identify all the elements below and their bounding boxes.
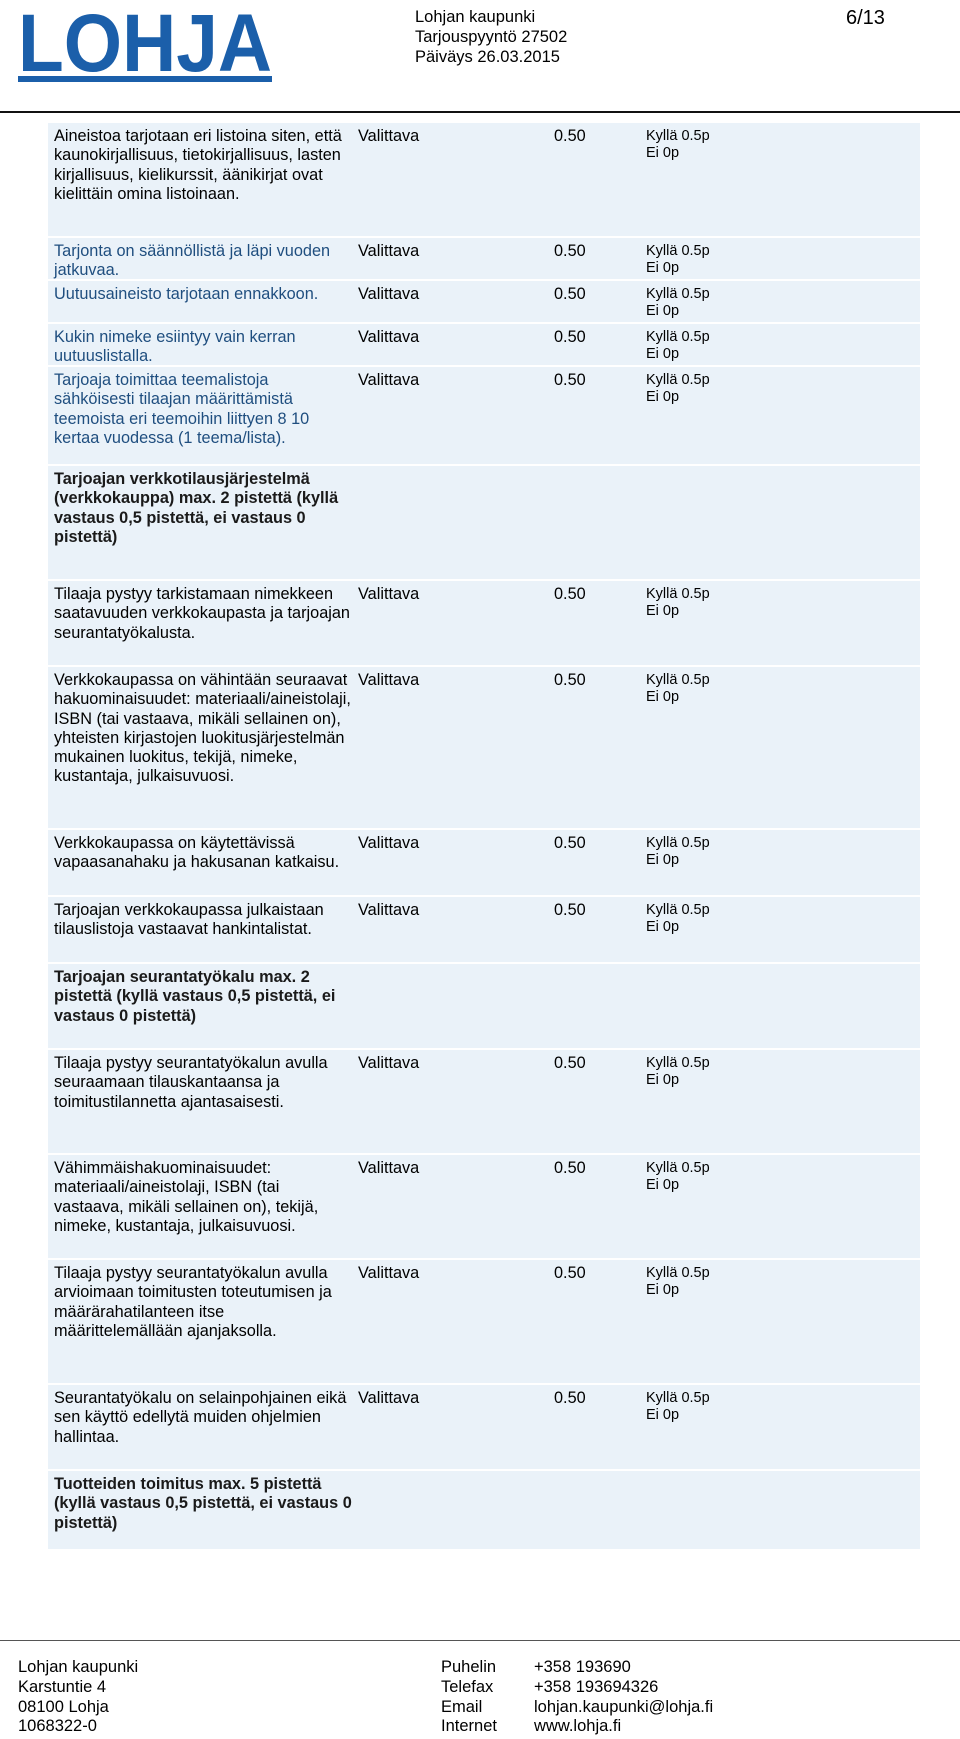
criteria-row [48,324,920,367]
criterion-scoring [646,964,920,1048]
footer-address [18,1658,138,1737]
footer-label: Email [441,1697,483,1716]
criteria-row [48,897,920,964]
criterion-type: Valittava [358,1389,420,1407]
criterion-type: Valittava [358,242,420,260]
logo-text: LOHJA [18,6,272,84]
criteria-row [48,1471,920,1551]
criterion-points [554,1471,646,1549]
criteria-row [48,581,920,667]
score-yes: Kyllä 0.5p [646,372,710,388]
criterion-points: 0.50 [554,328,586,346]
criterion-text: Uutuusaineisto tarjotaan ennakkoon. [54,285,319,303]
criteria-row [48,1385,920,1471]
criterion-scoring [646,1471,920,1549]
criterion-text: Tarjoajan verkkokaupassa julkaistaan tilauslistoja vastaavat hankintalistat. [54,901,324,939]
score-yes: Kyllä 0.5p [646,1055,710,1071]
lohja-logo [18,6,278,84]
criterion-text: Tilaaja pystyy seurantatyökalun avulla arvioimaan toimitusten toteutumisen ja määrärahatilanteen itse määrittelemällään ajanjaksolla. [54,1264,332,1340]
criterion-points: 0.50 [554,671,586,689]
criteria-row [48,964,920,1050]
criterion-type [352,1471,554,1549]
criterion-type: Valittava [358,901,420,919]
criterion-scoring [646,1260,920,1383]
criterion-scoring [646,238,920,279]
criterion-text: Tilaaja pystyy seurantatyökalun avulla seuraamaan tilauskantaansa ja toimitustilannetta ajantasaisesti. [54,1054,328,1111]
criterion-scoring [646,667,920,828]
score-yes: Kyllä 0.5p [646,1390,710,1406]
score-no: Ei 0p [646,1282,680,1298]
score-yes: Kyllä 0.5p [646,243,710,259]
score-no: Ei 0p [646,1072,680,1088]
criteria-row [48,1155,920,1260]
criteria-row [48,367,920,466]
criterion-scoring [646,324,920,365]
criterion-scoring [646,367,920,464]
criterion-points: 0.50 [554,1389,586,1407]
header-date: Päiväys 26.03.2015 [415,48,560,66]
page-number: 6/13 [846,7,885,29]
criterion-points: 0.50 [554,242,586,260]
score-no: Ei 0p [646,603,680,619]
criterion-scoring [646,1155,920,1258]
score-yes: Kyllä 0.5p [646,902,710,918]
criteria-row [48,123,920,238]
criterion-scoring [646,897,920,962]
criteria-row [48,1260,920,1385]
criterion-scoring [646,1050,920,1153]
criterion-text: Aineistoa tarjotaan eri listoina siten, että kaunokirjallisuus, tietokirjallisuus, lasten kirjallisuus, kielikurssit, äänikirjat ovat kielittäin omina listoinaan. [54,127,342,203]
header-org: Lohjan kaupunki [415,8,536,26]
criterion-points: 0.50 [554,285,586,303]
criterion-points [554,466,646,579]
score-yes: Kyllä 0.5p [646,329,710,345]
criterion-text: Verkkokaupassa on käytettävissä vapaasanahaku ja hakusanan katkaisu. [54,834,340,872]
footer-divider [0,1640,960,1641]
score-no: Ei 0p [646,389,680,405]
criterion-type [352,466,554,579]
score-yes: Kyllä 0.5p [646,1265,710,1281]
criterion-type: Valittava [358,328,420,346]
criterion-text: Tilaaja pystyy tarkistamaan nimekkeen saatavuuden verkkokaupasta ja tarjoajan seurantatyökalusta. [54,585,350,642]
score-no: Ei 0p [646,852,680,868]
footer-value: +358 193694326 [534,1677,659,1696]
score-yes: Kyllä 0.5p [646,286,710,302]
footer-contact-values [534,1658,713,1737]
criteria-table [48,123,920,1551]
criterion-points: 0.50 [554,1264,586,1282]
score-no: Ei 0p [646,260,680,276]
score-yes: Kyllä 0.5p [646,672,710,688]
footer-line: Lohjan kaupunki [18,1658,139,1676]
footer-line: 1068322-0 [18,1717,97,1736]
criterion-points: 0.50 [554,901,586,919]
score-no: Ei 0p [646,1407,680,1423]
footer-label: Telefax [441,1677,494,1696]
criterion-scoring [646,1385,920,1469]
criterion-type [352,964,554,1048]
criterion-text: Tarjonta on säännöllistä ja läpi vuoden jatkuvaa. [54,242,331,280]
header-doc: Tarjouspyyntö 27502 [415,28,568,46]
score-yes: Kyllä 0.5p [646,1160,710,1176]
score-no: Ei 0p [646,346,680,362]
footer-contact-labels [441,1658,497,1737]
section-heading: Tarjoajan verkkotilausjärjestelmä (verkkokauppa) max. 2 pistettä (kyllä vastaus 0,5 pistettä, ei vastaus 0 pistettä) [54,470,339,546]
criterion-text: Vähimmäishakuominaisuudet: materiaali/aineistolaji, ISBN (tai vastaava, mikäli sellainen on), tekijä, nimeke, kustantaja, julkaisuvuosi. [54,1159,319,1235]
criterion-type: Valittava [358,1264,420,1282]
score-yes: Kyllä 0.5p [646,586,710,602]
criterion-text: Verkkokaupassa on vähintään seuraavat hakuominaisuudet: materiaali/aineistolaji, ISBN (tai vastaava, mikäli sellainen on), yhteisten kirjastojen luokitusjärjestelmän mukainen luokitus, tekijä, nimeke, kustantaja, julkaisuvuosi. [54,671,351,786]
footer-label: Puhelin [441,1658,497,1676]
section-heading: Tarjoajan seurantatyökalu max. 2 pistettä (kyllä vastaus 0,5 pistettä, ei vastaus 0 pistettä) [54,968,336,1025]
footer-email-link[interactable]: lohjan.kaupunki@lohja.fi [534,1697,714,1716]
criterion-points: 0.50 [554,1159,586,1177]
criterion-text: Seurantatyökalu on selainpohjainen eikä sen käyttö edellytä muiden ohjelmien hallintaa. [54,1389,347,1446]
score-no: Ei 0p [646,145,680,161]
score-no: Ei 0p [646,919,680,935]
criteria-row [48,238,920,281]
criterion-scoring [646,466,920,579]
criterion-scoring [646,581,920,665]
criteria-row [48,667,920,830]
footer-value: +358 193690 [534,1658,631,1676]
criteria-row [48,1050,920,1155]
criterion-points: 0.50 [554,834,586,852]
criterion-scoring [646,830,920,895]
footer-web-link[interactable]: www.lohja.fi [534,1717,622,1736]
header-divider [0,111,960,113]
section-heading: Tuotteiden toimitus max. 5 pistettä (kyllä vastaus 0,5 pistettä, ei vastaus 0 pistettä) [54,1475,352,1532]
score-no: Ei 0p [646,1177,680,1193]
criterion-text: Kukin nimeke esiintyy vain kerran uutuuslistalla. [54,328,296,366]
score-yes: Kyllä 0.5p [646,128,710,144]
criterion-points: 0.50 [554,585,586,603]
criterion-type: Valittava [358,285,420,303]
footer-label: Internet [441,1717,497,1736]
criterion-type: Valittava [358,585,420,603]
criterion-points: 0.50 [554,371,586,389]
criterion-type: Valittava [358,1054,420,1072]
criteria-row [48,466,920,581]
criterion-type: Valittava [358,127,420,145]
criterion-type: Valittava [358,1159,420,1177]
criterion-type: Valittava [358,371,420,389]
footer-line: Karstuntie 4 [18,1677,107,1696]
criterion-type: Valittava [358,671,420,689]
criterion-type: Valittava [358,834,420,852]
criteria-row [48,830,920,897]
footer-line: 08100 Lohja [18,1697,109,1716]
score-no: Ei 0p [646,303,680,319]
criterion-text: Tarjoaja toimittaa teemalistoja sähköisesti tilaajan määrittämistä teemoista eri teemoihin liittyen 8 10 kertaa vuodessa (1 teema/lista). [54,371,310,447]
criterion-points: 0.50 [554,127,586,145]
score-yes: Kyllä 0.5p [646,835,710,851]
criterion-points [554,964,646,1048]
header-info [415,7,567,67]
criterion-points: 0.50 [554,1054,586,1072]
criteria-row [48,281,920,324]
criterion-scoring [646,281,920,322]
score-no: Ei 0p [646,689,680,705]
criterion-scoring [646,123,920,236]
